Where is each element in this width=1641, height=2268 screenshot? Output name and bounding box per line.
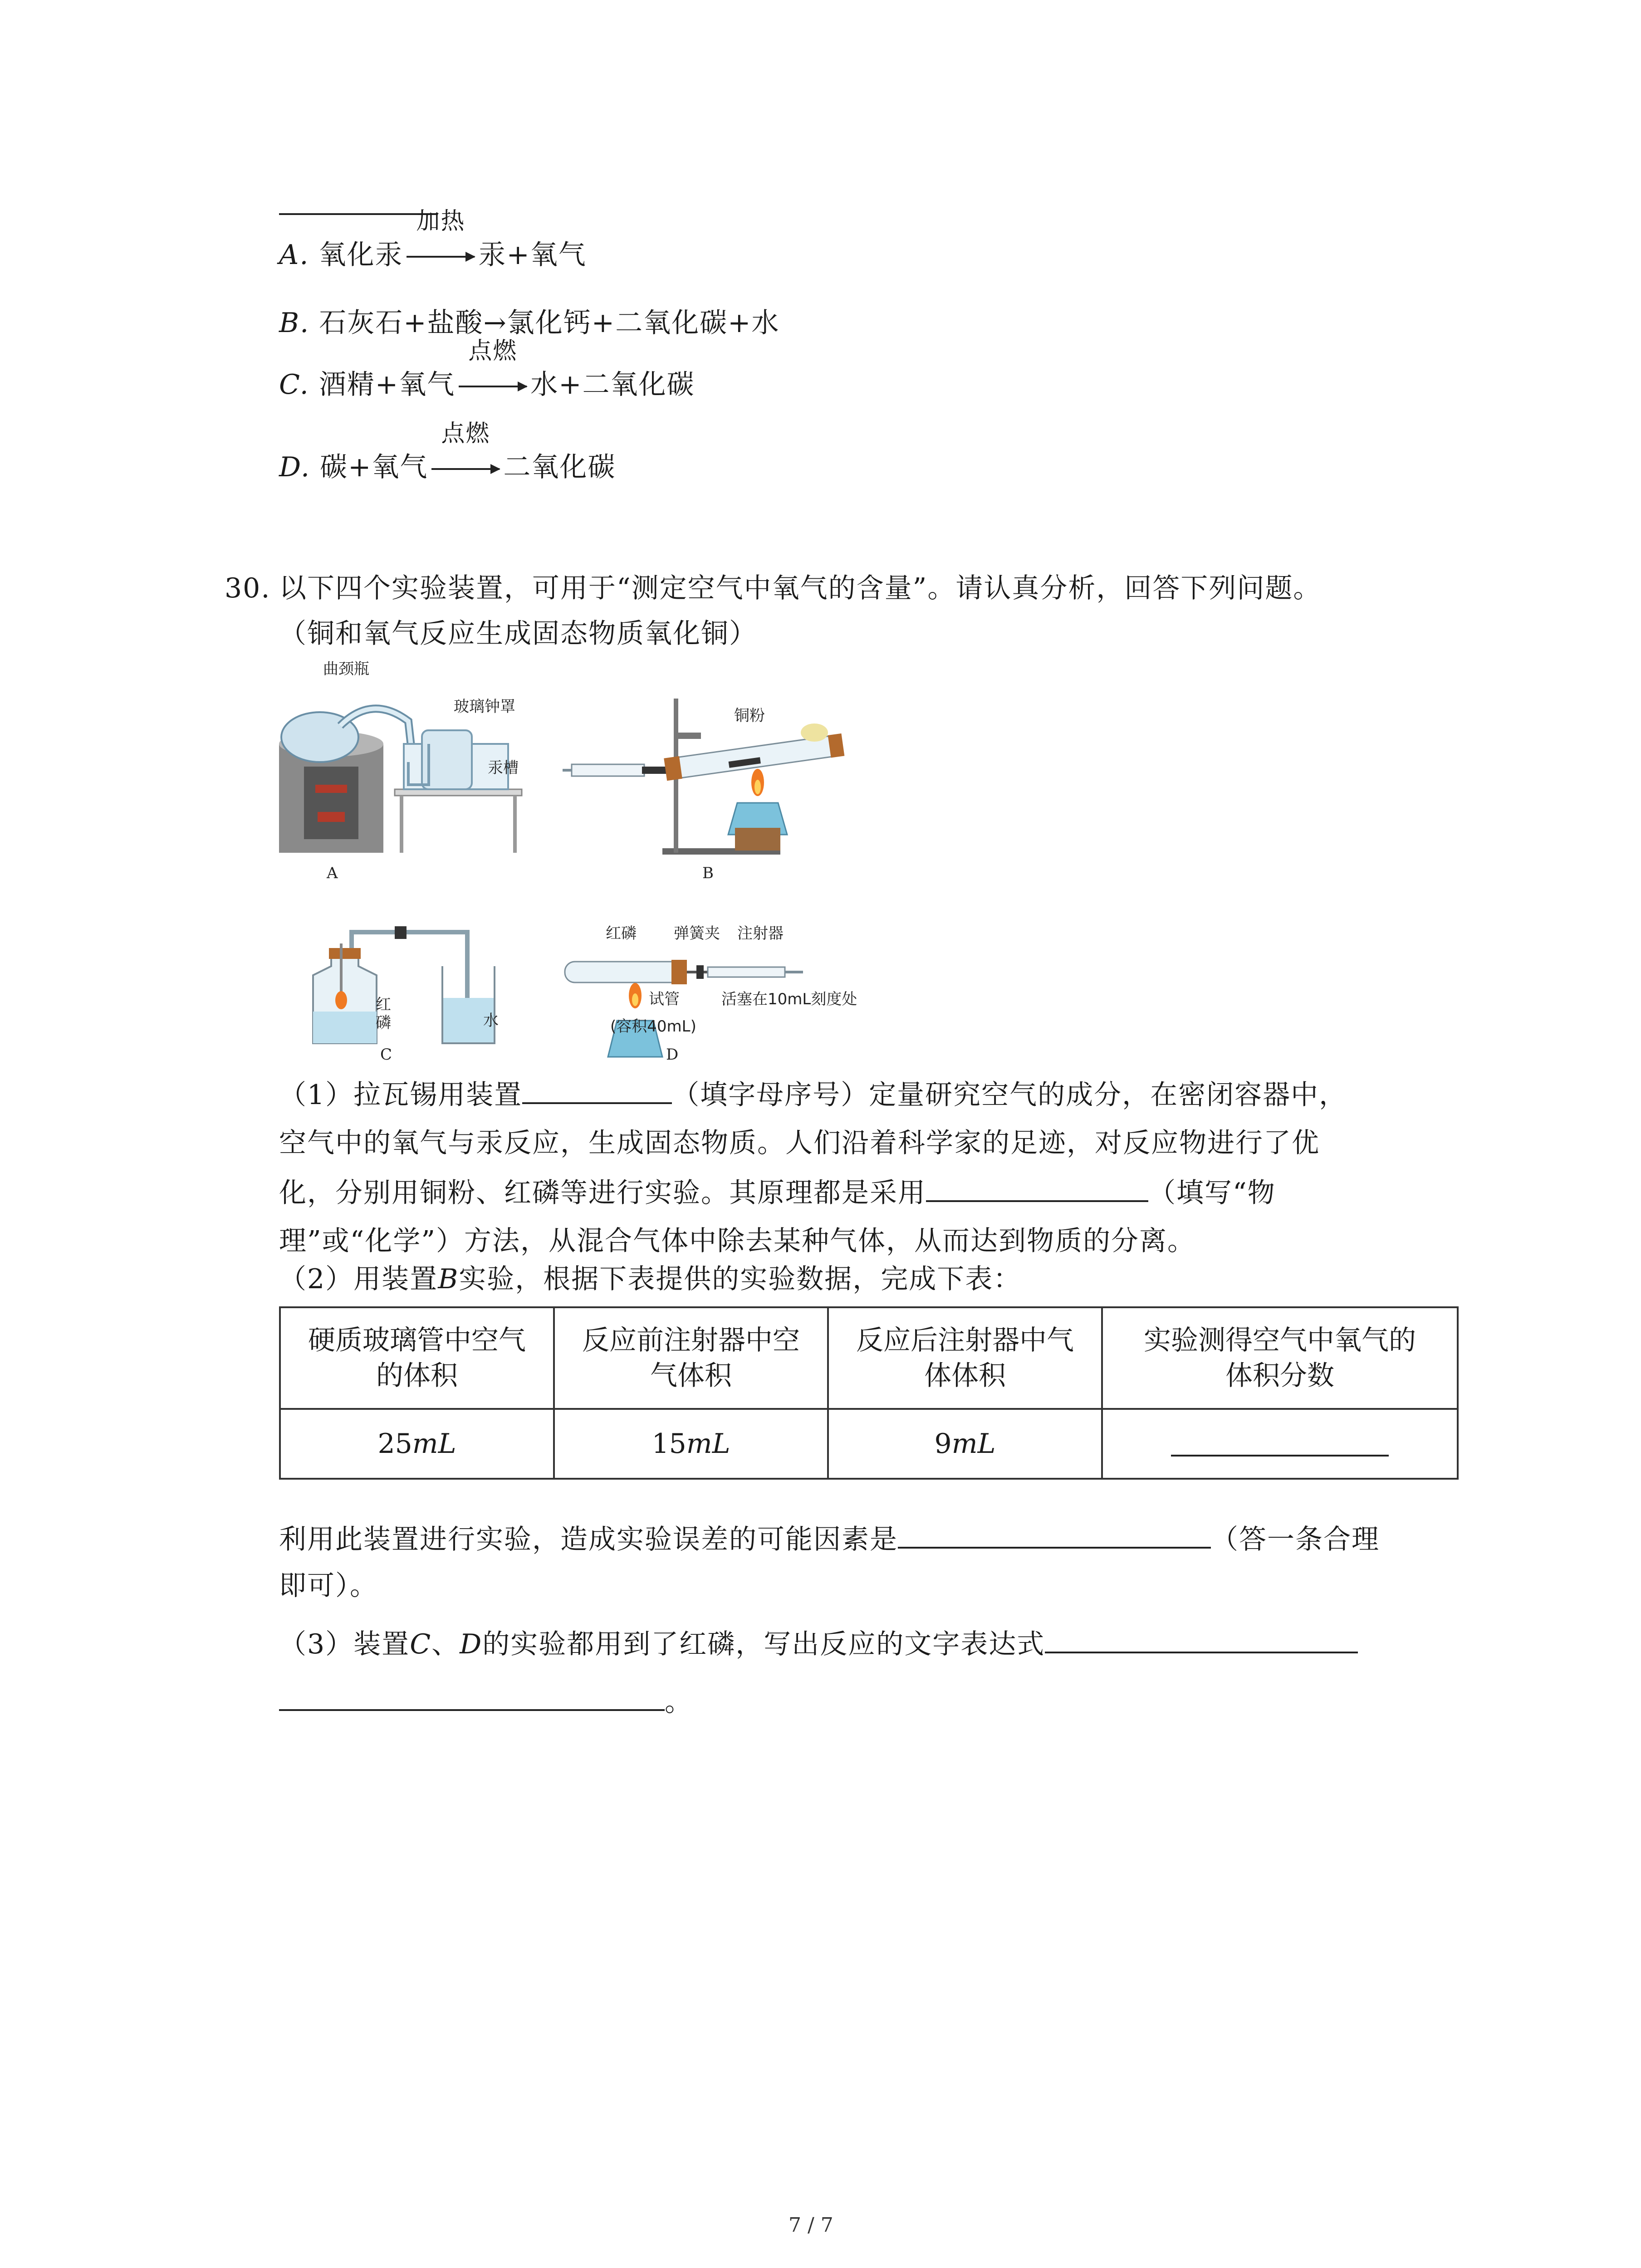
- table-cell: [554, 1409, 828, 1479]
- label-water: 水: [483, 1012, 499, 1030]
- equation-text: 石灰石+盐酸→氯化钙+二氧化碳+水: [319, 307, 780, 339]
- part3-text: （3）装置: [279, 1628, 410, 1660]
- table-row: [280, 1409, 1458, 1479]
- part1-line1: [279, 1076, 1347, 1113]
- product-text: 汞+氧气: [478, 239, 587, 271]
- part2-text: 实验，根据下表提供的实验数据，完成下表：: [459, 1263, 1022, 1295]
- part3-text: 的实验都用到了红磷，写出反应的文字表达式: [482, 1628, 1045, 1660]
- label-plunger-position: 活塞在10mL刻度处: [721, 990, 857, 1008]
- label-retort-flask: 曲颈瓶: [323, 660, 369, 678]
- option-b: [279, 305, 779, 341]
- figure-c: [304, 916, 508, 1048]
- answer-blank-fraction[interactable]: [1171, 1423, 1389, 1457]
- table-cell: [280, 1409, 554, 1479]
- figure-b: [563, 689, 853, 862]
- reaction-condition: 加热: [416, 208, 465, 235]
- part1-text: （1）拉瓦锡用装置: [279, 1079, 523, 1111]
- figure-d: [558, 953, 812, 1066]
- table-header-cell: [828, 1307, 1102, 1409]
- answer-blank-error[interactable]: [898, 1520, 1211, 1549]
- answer-blank-expression-cont[interactable]: [279, 1683, 665, 1711]
- part2-text: 利用此装置进行实验，造成实验误差的可能因素是: [279, 1524, 898, 1555]
- cell-unit: mL: [412, 1428, 456, 1460]
- label-mercury-trough: 汞槽: [488, 759, 519, 777]
- part1-text: （填写“物: [1148, 1177, 1276, 1209]
- option-letter: B.: [279, 307, 310, 339]
- answer-blank-device[interactable]: [522, 1076, 672, 1104]
- part3-line1: [279, 1625, 1358, 1662]
- option-a: [279, 208, 587, 273]
- part1-line4: 理”或“化学”）方法，从混合气体中除去某种气体，从而达到物质的分离。: [279, 1225, 1196, 1257]
- option-letter: C.: [279, 369, 309, 401]
- part3-text: 、: [431, 1628, 460, 1660]
- figure-letter-a: A: [327, 864, 338, 882]
- answer-blank-method[interactable]: [926, 1174, 1148, 1202]
- header-line: 体体积: [924, 1360, 1006, 1392]
- part1-text: （填字母序号）定量研究空气的成分，在密闭容器中，: [672, 1079, 1347, 1111]
- label-copper-powder: 铜粉: [734, 707, 765, 725]
- data-table: [279, 1306, 1459, 1480]
- header-line: 实验测得空气中氧气的: [1144, 1325, 1416, 1356]
- part2-error-line: [279, 1520, 1380, 1558]
- part1-text: 化，分别用铜粉、红磷等进行实验。其原理都是采用: [279, 1177, 926, 1209]
- table-cell: [1102, 1409, 1458, 1479]
- label-tube-volume: (容积40mL): [610, 1017, 696, 1036]
- question-number: 30.: [225, 572, 271, 604]
- reaction-arrow: [431, 420, 500, 485]
- device-variable: C: [410, 1628, 432, 1660]
- header-line: 的体积: [376, 1360, 458, 1392]
- product-text: 二氧化碳: [503, 451, 616, 483]
- cell-value: 15: [652, 1428, 686, 1460]
- table-cell: [828, 1409, 1102, 1479]
- label-red-phosphorus-c: 红磷: [376, 996, 391, 1032]
- header-line: 硬质玻璃管中空气: [308, 1325, 526, 1356]
- reaction-condition: 点燃: [468, 337, 518, 365]
- label-bell-jar: 玻璃钟罩: [454, 698, 515, 716]
- device-variable: B: [438, 1263, 459, 1295]
- part2-error-line2: 即可）。: [279, 1570, 378, 1602]
- reaction-arrow: [459, 337, 527, 403]
- header-line: 反应前注射器中空: [582, 1325, 800, 1356]
- part1-line2: 空气中的氧气与汞反应，生成固态物质。人们沿着科学家的足迹，对反应物进行了优: [279, 1127, 1320, 1159]
- question-note: （铜和氧气反应生成固态物质氧化铜）: [279, 618, 757, 650]
- cell-value: 25: [377, 1428, 412, 1460]
- reaction-condition: 点燃: [441, 420, 490, 447]
- figure-letter-b: B: [702, 864, 714, 882]
- figure-letter-c: C: [380, 1046, 392, 1064]
- option-letter: A.: [279, 239, 309, 271]
- reactant-text: 碳+氧气: [320, 451, 428, 483]
- option-c: [279, 337, 695, 403]
- table-header-row: [280, 1307, 1458, 1409]
- part2-line1: [279, 1261, 1021, 1297]
- label-syringe: 注射器: [737, 924, 784, 943]
- label-test-tube: 试管: [649, 990, 680, 1008]
- part2-text: （2）用装置: [279, 1263, 438, 1295]
- part2-text: （答一条合理: [1211, 1524, 1380, 1555]
- part3-text: 。: [665, 1686, 693, 1718]
- option-d: [279, 420, 616, 485]
- reactant-text: 酒精+氧气: [318, 369, 456, 401]
- page-number: 7 / 7: [789, 2214, 833, 2237]
- header-line: 气体积: [650, 1360, 732, 1392]
- reactant-text: 氧化汞: [318, 239, 403, 271]
- product-text: 水+二氧化碳: [530, 369, 695, 401]
- part3-line2: [279, 1683, 693, 1720]
- cell-value: 9: [934, 1428, 952, 1460]
- question-stem: 以下四个实验装置，可用于“测定空气中氧气的含量”。请认真分析，回答下列问题。: [279, 572, 1322, 604]
- table-header-cell: [1102, 1307, 1458, 1409]
- header-line: 反应后注射器中气: [856, 1325, 1074, 1356]
- table-header-cell: [554, 1307, 828, 1409]
- label-spring-clamp: 弹簧夹: [674, 924, 720, 943]
- cell-unit: mL: [951, 1428, 996, 1460]
- header-line: 体积分数: [1225, 1360, 1334, 1392]
- part1-line3: [279, 1174, 1276, 1211]
- answer-blank-expression[interactable]: [1045, 1625, 1358, 1653]
- figure-letter-d: D: [666, 1046, 679, 1064]
- table-header-cell: [280, 1307, 554, 1409]
- label-red-phosphorus-d: 红磷: [606, 924, 637, 943]
- option-letter: D.: [279, 451, 311, 483]
- device-variable: D: [460, 1628, 483, 1660]
- cell-unit: mL: [686, 1428, 730, 1460]
- reaction-arrow: [407, 208, 475, 273]
